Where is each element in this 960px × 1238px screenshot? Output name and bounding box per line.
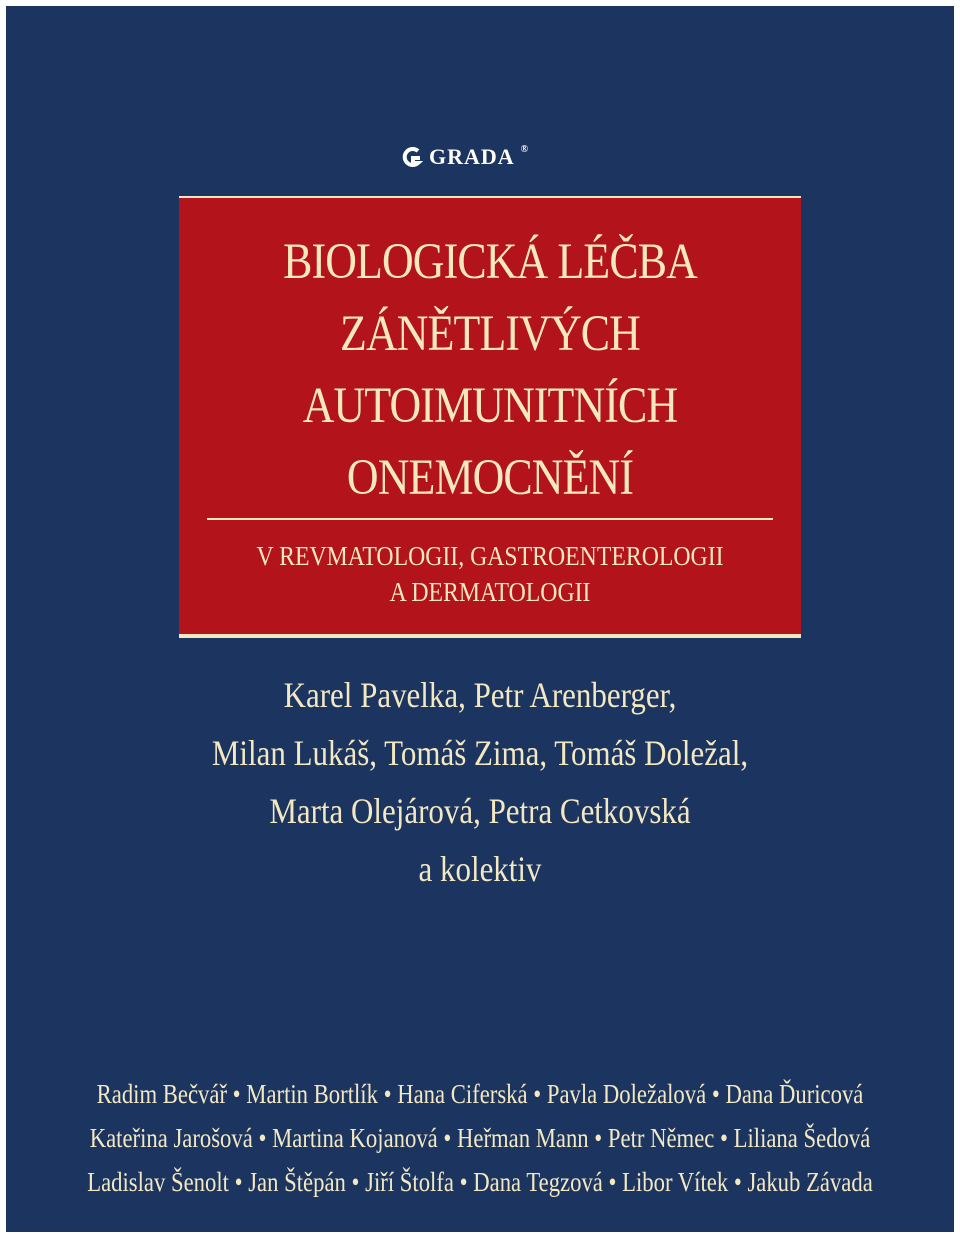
title-line: BIOLOGICKÁ LÉČBA bbox=[283, 234, 697, 290]
contributors-line: Kateřina Jarošová • Martina Kojanová • Heřman Mann • Petr Němec • Liliana Šedová bbox=[89, 1123, 871, 1153]
authors-line: Milan Lukáš, Tomáš Zima, Tomáš Doležal, bbox=[211, 733, 749, 773]
contributors bbox=[77, 1072, 883, 1204]
subtitle-line: V REVMATOLOGII, GASTROENTEROLOGII bbox=[256, 541, 724, 571]
trademark-symbol: ® bbox=[520, 144, 530, 155]
title-line: ZÁNĚTLIVÝCH bbox=[340, 306, 640, 362]
grada-logo-icon bbox=[401, 146, 423, 168]
contributors-line: Ladislav Šenolt • Jan Štěpán • Jiří Štolfa • Dana Tegzová • Libor Vítek • Jakub Závada bbox=[87, 1167, 873, 1197]
title-box-bottom-border bbox=[179, 634, 801, 638]
authors-line: Karel Pavelka, Petr Arenberger, bbox=[283, 675, 677, 715]
title-line: AUTOIMUNITNÍCH bbox=[302, 378, 678, 434]
contributors-line: Radim Bečvář • Martin Bortlík • Hana Ciferská • Pavla Doležalová • Dana Ďuricová bbox=[96, 1079, 864, 1109]
book-subtitle bbox=[216, 538, 763, 610]
title-box bbox=[179, 196, 801, 638]
book-cover bbox=[6, 6, 954, 1232]
publisher-logo bbox=[401, 144, 529, 170]
publisher-name: GRADA bbox=[429, 144, 515, 169]
main-authors bbox=[67, 666, 893, 898]
authors-line: a kolektiv bbox=[418, 849, 542, 889]
title-line: ONEMOCNĚNÍ bbox=[346, 450, 634, 506]
title-divider bbox=[207, 518, 773, 520]
subtitle-line: A DERMATOLOGII bbox=[389, 577, 591, 607]
authors-line: Marta Olejárová, Petra Cetkovská bbox=[269, 791, 691, 831]
book-title bbox=[223, 226, 758, 514]
